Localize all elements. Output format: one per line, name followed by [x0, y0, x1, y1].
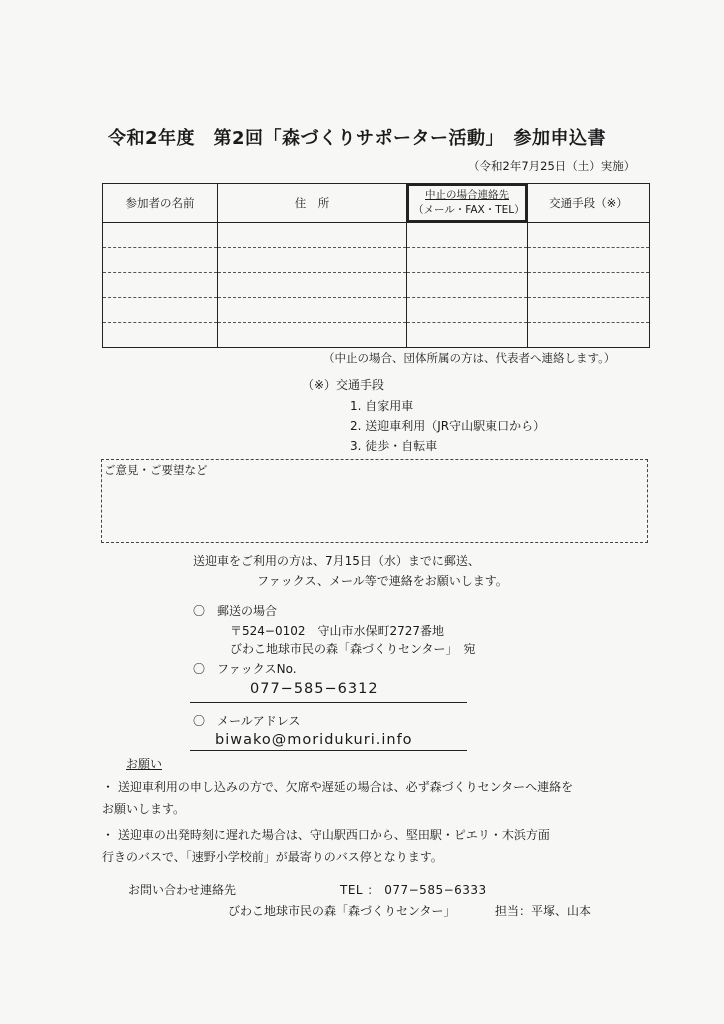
header-contact-line1: 中止の場合連絡先 [425, 189, 509, 201]
address-cell[interactable] [218, 248, 407, 273]
email-underline [190, 750, 467, 751]
shuttle-notice-line2: ファックス、メール等で連絡をお願いします。 [257, 574, 508, 588]
mail-label: 〇 郵送の場合 [193, 604, 278, 618]
inquiry-org: びわこ地球市民の森「森づくりセンター」 [228, 904, 456, 918]
transport-cell[interactable] [528, 223, 650, 248]
inquiry-label: お問い合わせ連絡先 [128, 883, 237, 897]
event-date: （令和2年7月25日（土）実施） [468, 159, 636, 173]
transport-heading: （※）交通手段 [302, 378, 385, 392]
contact-box [407, 184, 527, 222]
address-cell[interactable] [218, 223, 407, 248]
name-cell[interactable] [103, 323, 218, 348]
contact-cell[interactable] [407, 248, 528, 273]
requests-heading: お願い [126, 757, 163, 771]
mail-recipient: びわこ地球市民の森「森づくりセンター」 宛 [230, 642, 476, 656]
table-row [103, 273, 650, 298]
header-address: 住 所 [218, 184, 407, 223]
header-contact [407, 184, 528, 223]
transport-cell[interactable] [528, 273, 650, 298]
name-cell[interactable] [103, 298, 218, 323]
table-header-row [103, 184, 650, 223]
request-1-line1: ・ 送迎車利用の申し込みの方で、欠席や遅延の場合は、必ず森づくりセンターへ連絡を [102, 780, 574, 794]
contact-cell[interactable] [407, 298, 528, 323]
transport-cell[interactable] [528, 298, 650, 323]
request-2-line2: 行きのバスで、「速野小学校前」が最寄りのバス停となります。 [102, 850, 443, 864]
table-row [103, 223, 650, 248]
page-title: 令和2年度 第2回「森づくりサポーター活動」 参加申込書 [108, 128, 607, 149]
contact-cell[interactable] [407, 223, 528, 248]
mail-postal: 〒524−0102 守山市水保町2727番地 [230, 624, 445, 638]
inquiry-tel: TEL ： 077−585−6333 [340, 883, 487, 897]
header-name: 参加者の名前 [103, 184, 218, 223]
name-cell[interactable] [103, 248, 218, 273]
contact-cell[interactable] [407, 323, 528, 348]
fax-number: 077−585−6312 [250, 681, 379, 697]
fax-underline [190, 702, 467, 703]
address-cell[interactable] [218, 273, 407, 298]
name-cell[interactable] [103, 223, 218, 248]
header-contact-line2: （メール・FAX・TEL） [413, 204, 525, 216]
transport-cell[interactable] [528, 323, 650, 348]
comment-label: ご意見・ご要望など [104, 463, 208, 477]
email-label: 〇 メールアドレス [193, 714, 301, 728]
shuttle-notice-line1: 送迎車をご利用の方は、7月15日（水）までに郵送、 [193, 554, 480, 568]
request-2-line1: ・ 送迎車の出発時刻に遅れた場合は、守山駅西口から、堅田駅・ピエリ・木浜方面 [102, 828, 550, 842]
inquiry-staff: 担当：平塚、山本 [495, 904, 592, 918]
cancel-note: （中止の場合、団体所属の方は、代表者へ連絡します。） [323, 351, 616, 365]
address-cell[interactable] [218, 323, 407, 348]
contact-cell[interactable] [407, 273, 528, 298]
address-cell[interactable] [218, 298, 407, 323]
transport-cell[interactable] [528, 248, 650, 273]
table-row [103, 298, 650, 323]
fax-label: 〇 ファックスNo. [193, 662, 297, 676]
header-transport: 交通手段（※） [528, 184, 650, 223]
table-row [103, 248, 650, 273]
transport-option-1: 1. 自家用車 [350, 399, 414, 413]
application-table [102, 183, 650, 348]
email-address[interactable]: biwako@moridukuri.info [215, 732, 413, 748]
transport-option-3: 3. 徒歩・自転車 [350, 439, 438, 453]
transport-option-2: 2. 送迎車利用（JR守山駅東口から） [350, 419, 546, 433]
name-cell[interactable] [103, 273, 218, 298]
request-1-line2: お願いします。 [102, 802, 186, 816]
comment-box[interactable] [101, 459, 648, 543]
table-row [103, 323, 650, 348]
